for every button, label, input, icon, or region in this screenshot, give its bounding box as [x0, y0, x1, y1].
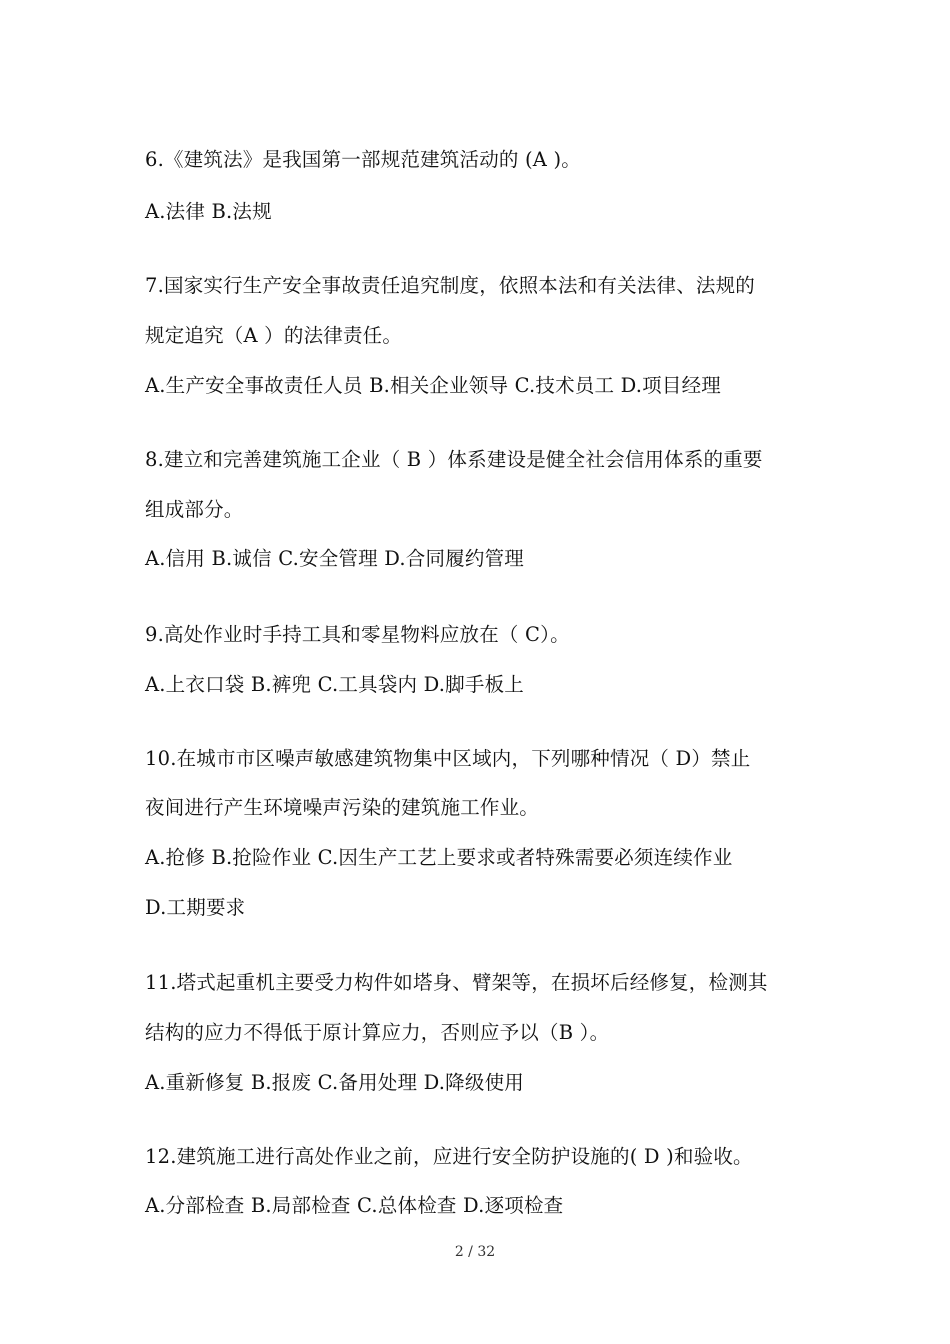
- question-10-options-cont: D.工期要求: [145, 896, 246, 919]
- question-9-text: 9.高处作业时手持工具和零星物料应放在（ C）。: [145, 623, 570, 646]
- question-11-text: 11.塔式起重机主要受力构件如塔身、臂架等，在损坏后经修复，检测其: [145, 971, 768, 994]
- question-7-text: 7.国家实行生产安全事故责任追究制度，依照本法和有关法律、法规的: [145, 274, 756, 297]
- question-8-text-cont: 组成部分。: [145, 498, 244, 521]
- question-10-text: 10.在城市市区噪声敏感建筑物集中区域内，下列哪种情况（ D）禁止: [145, 747, 751, 770]
- question-9-options: A.上衣口袋 B.裤兜 C.工具袋内 D.脚手板上: [145, 673, 524, 696]
- question-6-options: A.法律 B.法规: [145, 200, 272, 223]
- question-7-options: A.生产安全事故责任人员 B.相关企业领导 C.技术员工 D.项目经理: [145, 374, 721, 397]
- question-12-text: 12.建筑施工进行高处作业之前，应进行安全防护设施的( D )和验收。: [145, 1145, 753, 1168]
- question-6-text: 6.《建筑法》是我国第一部规范建筑活动的 (A )。: [145, 148, 581, 171]
- question-10-text-cont: 夜间进行产生环境噪声污染的建筑施工作业。: [145, 796, 540, 819]
- question-8-options: A.信用 B.诚信 C.安全管理 D.合同履约管理: [145, 547, 524, 570]
- question-11-options: A.重新修复 B.报废 C.备用处理 D.降级使用: [145, 1071, 524, 1094]
- question-11-text-cont: 结构的应力不得低于原计算应力，否则应予以（B ）。: [145, 1021, 610, 1044]
- question-10-options: A.抢修 B.抢险作业 C.因生产工艺上要求或者特殊需要必须连续作业: [145, 846, 733, 869]
- question-12-options: A.分部检查 B.局部检查 C.总体检查 D.逐项检查: [145, 1194, 564, 1217]
- question-7-text-cont: 规定追究（A ）的法律责任。: [145, 324, 403, 347]
- page-number: 2 / 32: [454, 1244, 496, 1260]
- question-8-text: 8.建立和完善建筑施工企业（ B ）体系建设是健全社会信用体系的重要: [145, 448, 763, 471]
